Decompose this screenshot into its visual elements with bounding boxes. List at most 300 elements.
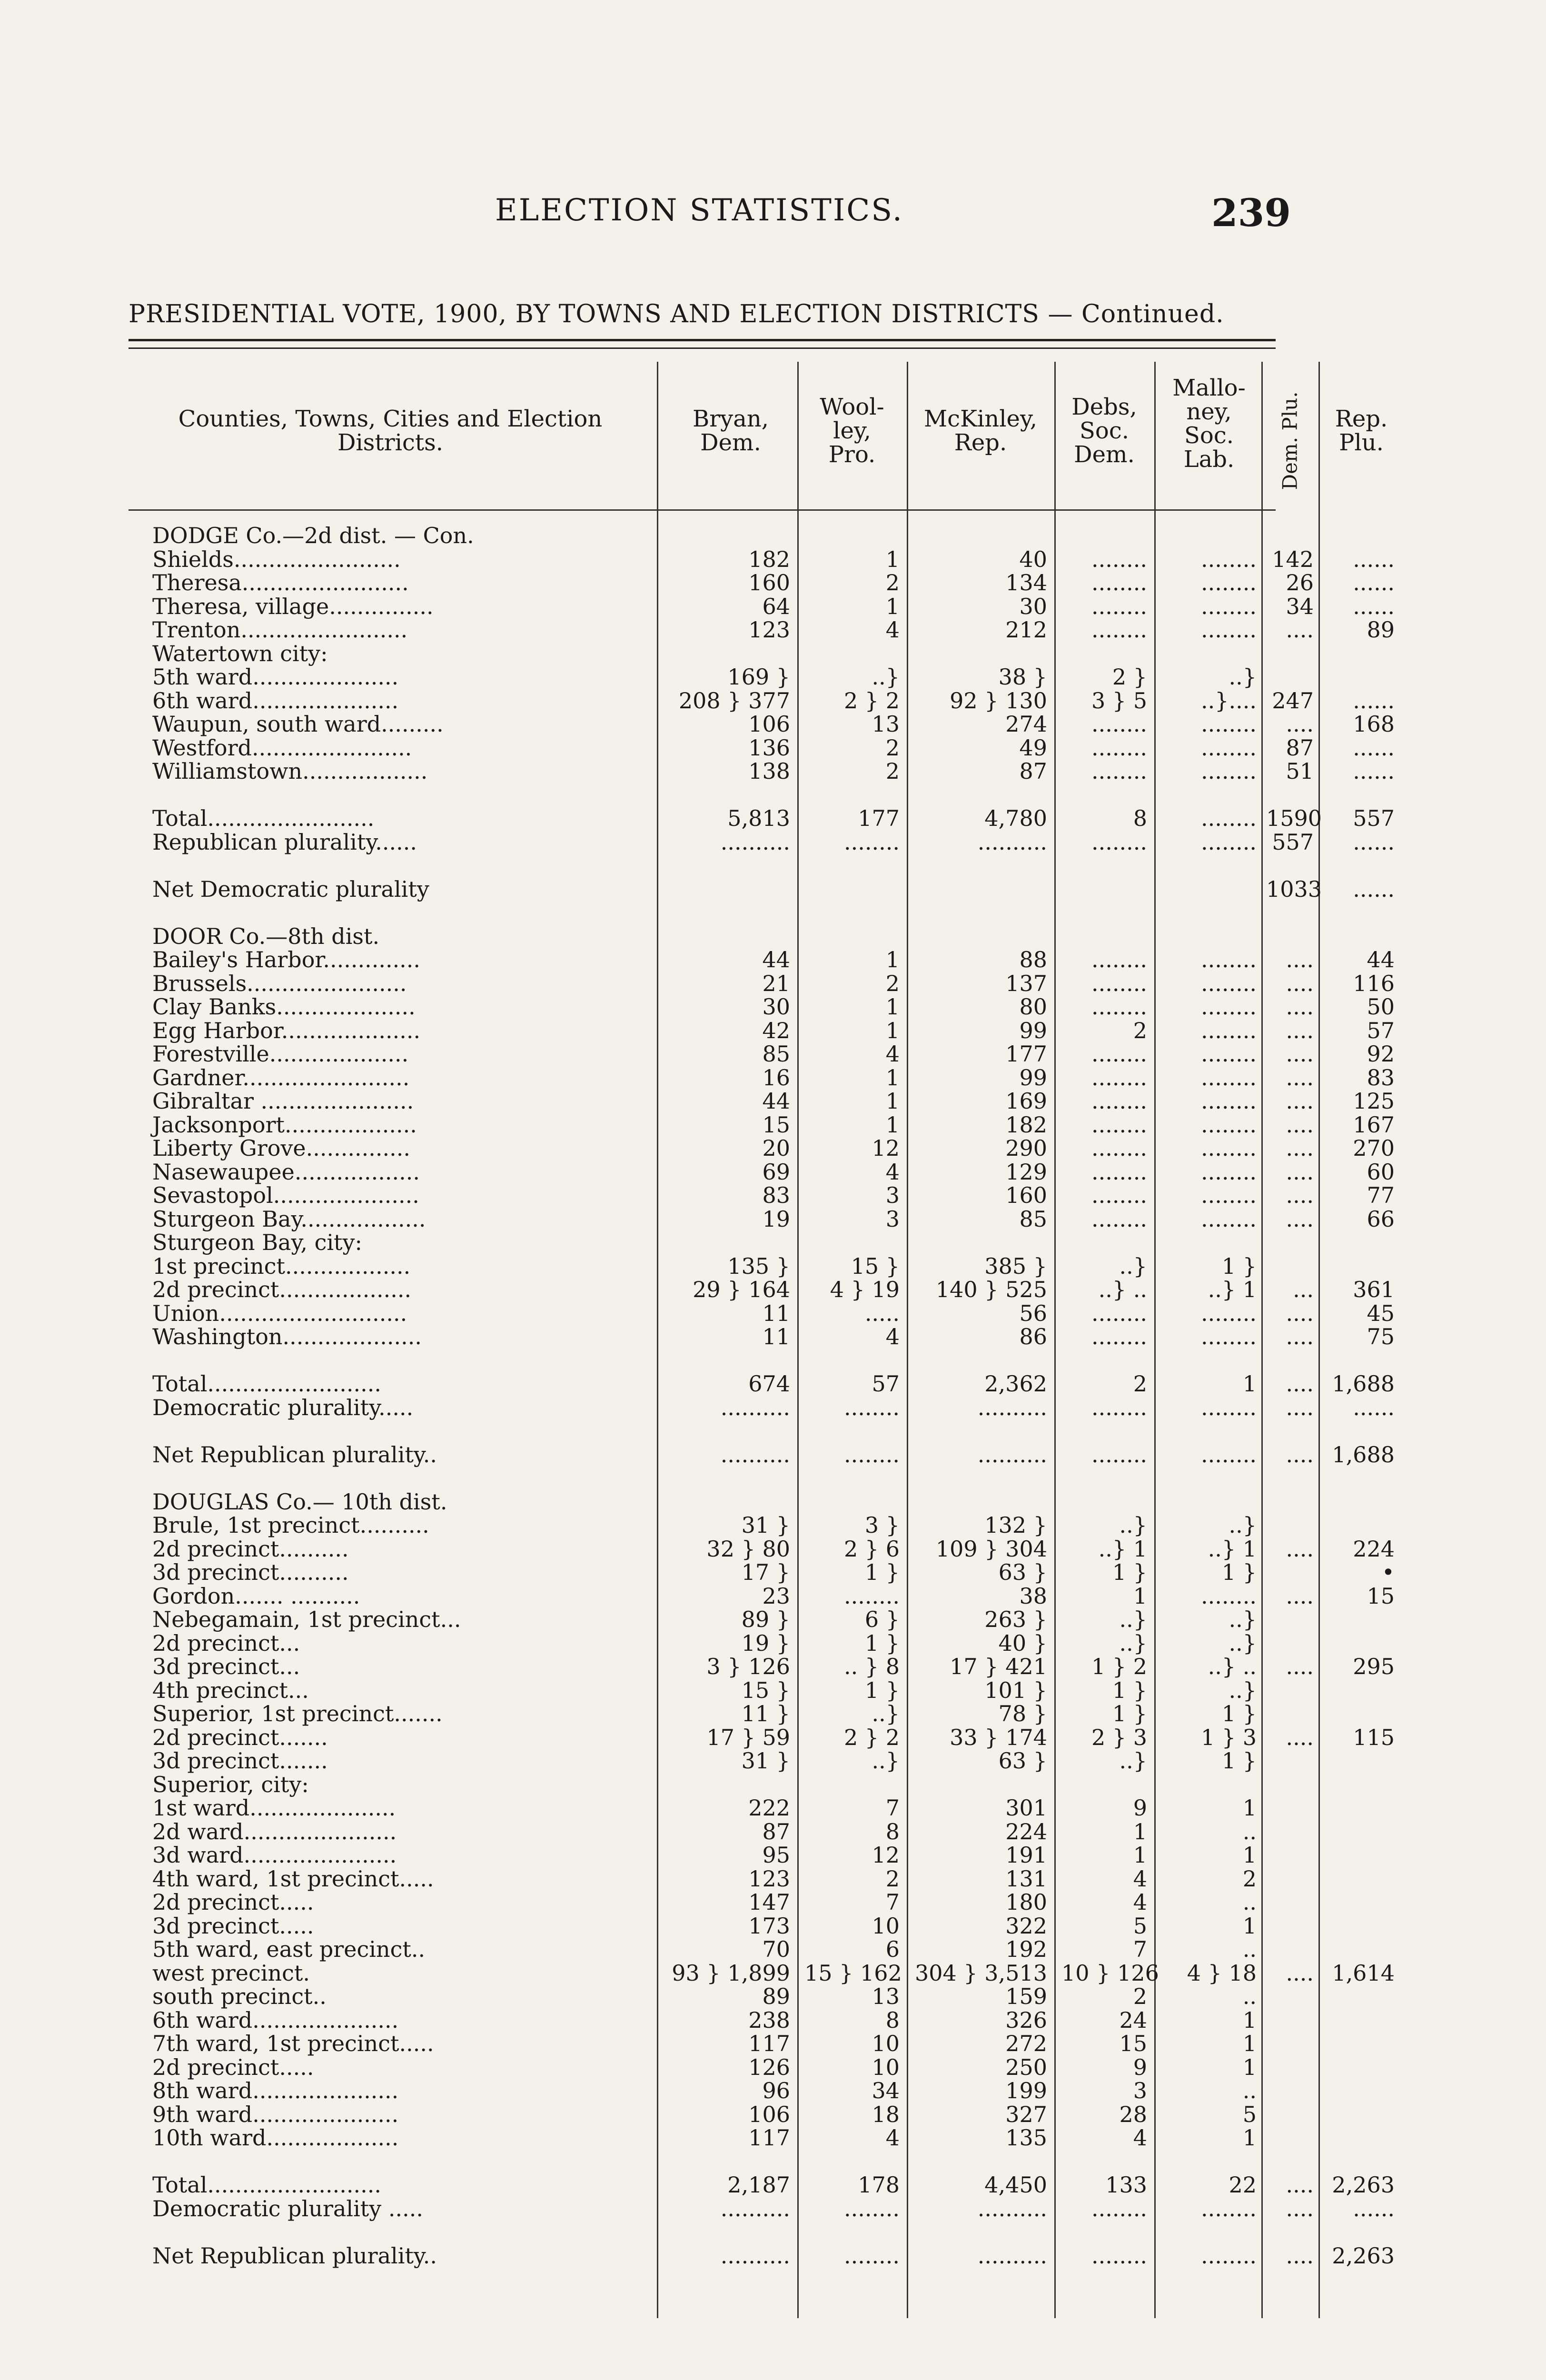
- cell-debs: ........: [1091, 617, 1147, 643]
- cell-rep: ......: [1353, 687, 1395, 714]
- cell-debs: ........: [1091, 1064, 1147, 1091]
- cell-mckinley: 274: [1005, 711, 1047, 737]
- cell-rep: ......: [1353, 593, 1395, 619]
- cell-debs: 2: [1133, 1983, 1147, 2009]
- cell-debs: 3: [1133, 2078, 1147, 2103]
- cell-malloney: ..} 1: [1208, 1536, 1257, 1562]
- cell-rep: 83: [1367, 1064, 1395, 1091]
- table-caption: PRESIDENTIAL VOTE, 1900, BY TOWNS AND ELECTION DISTRICTS — Continued.: [129, 300, 1224, 328]
- cell-malloney: 1 }: [1221, 1253, 1257, 1279]
- cell-name: Nebegamain, 1st precinct...: [152, 1606, 461, 1632]
- cell-woolley: 4: [885, 1041, 900, 1067]
- cell-bryan: 44: [762, 1088, 790, 1114]
- cell-name: 2d precinct.....: [152, 2054, 314, 2080]
- table-row: [129, 1796, 1276, 1820]
- table-row: [129, 687, 1395, 714]
- cell-mckinley: 385 }: [984, 1253, 1047, 1279]
- cell-malloney: ..}: [1229, 664, 1257, 690]
- table-row: [129, 2079, 1276, 2102]
- table-row: [129, 805, 1395, 831]
- cell-rep: 75: [1367, 1324, 1395, 1349]
- table-row: [129, 853, 1276, 877]
- table-row: [129, 1490, 1276, 1514]
- cell-name: Williamstown..................: [152, 758, 428, 784]
- header-mckinley: McKinley, Rep.: [924, 406, 1037, 456]
- cell-debs: ........: [1091, 1041, 1147, 1067]
- cell-woolley: 4: [885, 617, 900, 643]
- cell-woolley: ........: [844, 1441, 900, 1468]
- cell-woolley: ..}: [872, 1701, 900, 1726]
- table-row: [129, 994, 1395, 1020]
- cell-mckinley: 17 } 421: [950, 1654, 1047, 1679]
- cell-debs: ........: [1091, 1394, 1147, 1420]
- cell-mckinley: 40: [1019, 546, 1047, 572]
- cell-debs: 2 } 3: [1091, 1724, 1147, 1750]
- cell-rep: 557: [1353, 805, 1395, 831]
- cell-malloney: ........: [1201, 1064, 1257, 1091]
- cell-rep: 44: [1367, 947, 1395, 972]
- cell-debs: ..}: [1119, 1253, 1147, 1279]
- cell-name: Net Republican plurality..: [152, 2242, 437, 2269]
- cell-bryan: 15: [762, 1111, 790, 1138]
- cell-name: Total........................: [152, 805, 375, 831]
- cell-mckinley: 131: [1005, 1865, 1047, 1892]
- cell-woolley: 12: [872, 1135, 900, 1161]
- cell-mckinley: 87: [1019, 758, 1047, 784]
- cell-rep: 168: [1353, 711, 1395, 737]
- cell-mckinley: 38 }: [998, 664, 1047, 690]
- cell-debs: ........: [1091, 1324, 1147, 1349]
- cell-dem: 1033: [1266, 876, 1322, 902]
- cell-malloney: ..: [1242, 1936, 1257, 1962]
- table-row: [129, 1631, 1276, 1655]
- cell-rep: ......: [1353, 2195, 1395, 2221]
- header-malloney: Mallo- ney, Soc. Lab.: [1172, 375, 1246, 473]
- cell-name: Theresa, village...............: [152, 593, 434, 619]
- cell-bryan: 95: [762, 1842, 790, 1868]
- cell-name: Brussels.......................: [152, 970, 407, 996]
- cell-woolley: 4: [885, 1324, 900, 1349]
- table-row: [129, 1017, 1395, 1043]
- cell-bryan: 30: [762, 994, 790, 1020]
- cell-debs: 1 }: [1112, 1559, 1147, 1585]
- cell-malloney: ........: [1201, 758, 1257, 784]
- table-row: [129, 970, 1395, 996]
- cell-dem: 87: [1286, 734, 1314, 761]
- cell-rep: ......: [1353, 1394, 1395, 1420]
- cell-debs: 9: [1133, 1795, 1147, 1821]
- cell-malloney: 1: [1242, 1795, 1257, 1821]
- cell-name: Shields........................: [152, 546, 401, 572]
- cell-bryan: 126: [748, 2054, 790, 2080]
- cell-malloney: ........: [1201, 947, 1257, 972]
- cell-name: 3d precinct...: [152, 1654, 300, 1679]
- table-row: [129, 1773, 1276, 1796]
- cell-dem: ....: [1286, 1441, 1314, 1468]
- cell-bryan: 5,813: [727, 805, 790, 831]
- cell-bryan: 31 }: [741, 1512, 790, 1538]
- cell-bryan: 138: [748, 758, 790, 784]
- cell-bryan: ..........: [720, 2242, 790, 2269]
- cell-name: Republican plurality......: [152, 829, 417, 855]
- cell-mckinley: 160: [1005, 1182, 1047, 1208]
- cell-debs: ........: [1091, 994, 1147, 1020]
- cell-woolley: .....: [864, 1300, 900, 1326]
- cell-name: Liberty Grove...............: [152, 1135, 410, 1161]
- cell-woolley: 15 }: [851, 1253, 900, 1279]
- table-row: [129, 1466, 1276, 1490]
- cell-malloney: ........: [1201, 1324, 1257, 1349]
- table-row: [129, 1678, 1276, 1702]
- cell-malloney: 5: [1242, 2101, 1257, 2127]
- cell-bryan: 17 } 59: [706, 1724, 790, 1750]
- caption-rule: [129, 339, 1276, 341]
- cell-dem: ....: [1286, 1536, 1314, 1562]
- running-title: ELECTION STATISTICS.: [495, 193, 904, 228]
- table-row: [129, 1394, 1395, 1420]
- cell-bryan: 23: [762, 1583, 790, 1609]
- cell-bryan: 29 } 164: [693, 1277, 790, 1302]
- table-row: [129, 1843, 1276, 1867]
- cell-dem: ....: [1286, 1088, 1314, 1114]
- cell-mckinley: 327: [1005, 2101, 1047, 2127]
- cell-dem: ....: [1286, 1159, 1314, 1185]
- cell-mckinley: 304 } 3,513: [915, 1960, 1047, 1986]
- cell-woolley: ........: [844, 2242, 900, 2269]
- cell-debs: 4: [1133, 1889, 1147, 1915]
- table-row: [129, 2220, 1276, 2244]
- cell-dem: ....: [1286, 994, 1314, 1020]
- cell-malloney: ........: [1201, 1182, 1257, 1208]
- cell-mckinley: 63 }: [998, 1748, 1047, 1774]
- table-row: [129, 1654, 1395, 1679]
- table-row: [129, 665, 1276, 689]
- cell-bryan: ..........: [720, 829, 790, 855]
- cell-dem: ....: [1286, 1300, 1314, 1326]
- cell-rep: ......: [1353, 546, 1395, 572]
- cell-debs: ........: [1091, 1088, 1147, 1114]
- cell-mckinley: 159: [1005, 1983, 1047, 2009]
- cell-malloney: ........: [1201, 1583, 1257, 1609]
- caption-rule-2: [129, 347, 1276, 349]
- cell-bryan: 19 }: [741, 1630, 790, 1656]
- table-row: [129, 1583, 1395, 1609]
- cell-malloney: ........: [1201, 593, 1257, 619]
- cell-bryan: 20: [762, 1135, 790, 1161]
- table-row: [129, 1513, 1276, 1537]
- cell-mckinley: 85: [1019, 1206, 1047, 1232]
- cell-malloney: ..}: [1229, 1630, 1257, 1656]
- cell-bryan: 89 }: [741, 1606, 790, 1632]
- table-row: [129, 1230, 1276, 1254]
- cell-name: 2d precinct..........: [152, 1536, 349, 1562]
- table-row: [129, 1064, 1395, 1091]
- cell-dem: 247: [1272, 687, 1314, 714]
- cell-bryan: 11: [762, 1300, 790, 1326]
- cell-debs: 8: [1133, 805, 1147, 831]
- cell-name: Washington....................: [152, 1324, 422, 1349]
- cell-mckinley: 182: [1005, 1111, 1047, 1138]
- cell-dem: ....: [1286, 1017, 1314, 1043]
- cell-mckinley: 63 }: [998, 1559, 1047, 1585]
- cell-name: west precinct.: [152, 1960, 310, 1986]
- cell-mckinley: 322: [1005, 1913, 1047, 1939]
- cell-malloney: ........: [1201, 2242, 1257, 2269]
- table-row: [129, 1349, 1276, 1372]
- table-row: [129, 1419, 1276, 1443]
- cell-name: Trenton........................: [152, 617, 408, 643]
- table-row: [129, 1206, 1395, 1232]
- cell-dem: ....: [1286, 2195, 1314, 2221]
- table-row: [129, 1536, 1395, 1562]
- cell-mckinley: 212: [1005, 617, 1047, 643]
- cell-debs: 5: [1133, 1913, 1147, 1939]
- cell-rep: 92: [1367, 1041, 1395, 1067]
- table-row: [129, 1724, 1395, 1750]
- cell-debs: 1 }: [1112, 1677, 1147, 1703]
- cell-mckinley: 135: [1005, 2125, 1047, 2151]
- cell-mckinley: 129: [1005, 1159, 1047, 1185]
- cell-name: Sevastopol.....................: [152, 1182, 419, 1208]
- cell-mckinley: 192: [1005, 1936, 1047, 1962]
- cell-name: Nasewaupee..................: [152, 1159, 420, 1185]
- cell-dem: ....: [1286, 1654, 1314, 1679]
- cell-dem: ....: [1286, 1960, 1314, 1986]
- cell-woolley: 8: [885, 2007, 900, 2033]
- cell-name: 1st ward.....................: [152, 1795, 396, 1821]
- cell-name: 3d precinct.....: [152, 1913, 314, 1939]
- cell-mckinley: 140 } 525: [935, 1277, 1047, 1302]
- cell-malloney: ..} 1: [1208, 1277, 1257, 1302]
- cell-woolley: 8: [885, 1818, 900, 1844]
- cell-mckinley: 56: [1019, 1300, 1047, 1326]
- cell-name: 2d precinct.....: [152, 1889, 314, 1915]
- cell-woolley: 10: [872, 1913, 900, 1939]
- table-row: [129, 1937, 1276, 1961]
- cell-mckinley: 191: [1005, 1842, 1047, 1868]
- cell-dem: ...: [1293, 1277, 1314, 1302]
- table-row: [129, 2195, 1395, 2221]
- cell-bryan: 160: [748, 570, 790, 595]
- cell-mckinley: 4,780: [984, 805, 1047, 831]
- cell-woolley: 6 }: [864, 1606, 900, 1632]
- cell-bryan: 69: [762, 1159, 790, 1185]
- table-row: [129, 2102, 1276, 2126]
- cell-malloney: ........: [1201, 1300, 1257, 1326]
- cell-debs: ..}: [1119, 1630, 1147, 1656]
- cell-debs: ..}: [1119, 1748, 1147, 1774]
- table-row: [129, 2242, 1395, 2269]
- cell-bryan: 238: [748, 2007, 790, 2033]
- cell-woolley: ........: [844, 1583, 900, 1609]
- cell-rep: 45: [1367, 1300, 1395, 1326]
- cell-rep: 125: [1353, 1088, 1395, 1114]
- cell-debs: 3 } 5: [1091, 687, 1147, 714]
- cell-woolley: 4 } 19: [830, 1277, 900, 1302]
- cell-name: Net Republican plurality..: [152, 1441, 437, 1468]
- cell-malloney: 1 } 3: [1200, 1724, 1257, 1750]
- cell-debs: 10 } 126: [1061, 1960, 1159, 1986]
- cell-name: Gibraltar ......................: [152, 1088, 414, 1114]
- table-row: [129, 829, 1395, 855]
- cell-malloney: ..: [1242, 2078, 1257, 2103]
- cell-woolley: 1: [885, 1088, 900, 1114]
- cell-name: 7th ward, 1st precinct.....: [152, 2031, 434, 2056]
- cell-name: Superior, city:: [152, 1771, 309, 1797]
- table-row: [129, 1749, 1276, 1773]
- table-row: [129, 1702, 1276, 1726]
- cell-woolley: 1: [885, 593, 900, 619]
- cell-bryan: 93 } 1,899: [672, 1960, 790, 1986]
- table-row: [129, 783, 1276, 807]
- cell-debs: 1 } 2: [1091, 1654, 1147, 1679]
- cell-malloney: ........: [1201, 546, 1257, 572]
- cell-rep: ......: [1353, 570, 1395, 595]
- table-row: [129, 2008, 1276, 2032]
- cell-debs: ........: [1091, 1135, 1147, 1161]
- cell-rep: 295: [1353, 1654, 1395, 1679]
- cell-debs: ........: [1091, 711, 1147, 737]
- cell-woolley: 10: [872, 2054, 900, 2080]
- cell-name: Gordon....... ..........: [152, 1583, 360, 1609]
- cell-woolley: 2: [885, 1865, 900, 1892]
- cell-name: 4th precinct...: [152, 1677, 309, 1703]
- cell-malloney: ........: [1201, 1159, 1257, 1185]
- cell-name: Sturgeon Bay, city:: [152, 1230, 363, 1255]
- cell-rep: ......: [1353, 758, 1395, 784]
- cell-malloney: ........: [1201, 1088, 1257, 1114]
- cell-mckinley: 86: [1019, 1324, 1047, 1349]
- cell-bryan: 70: [762, 1936, 790, 1962]
- cell-debs: 2: [1133, 1017, 1147, 1043]
- cell-mckinley: ..........: [977, 1394, 1047, 1420]
- cell-mckinley: 40 }: [998, 1630, 1047, 1656]
- cell-name: Westford.......................: [152, 734, 412, 761]
- cell-malloney: ..}: [1229, 1512, 1257, 1538]
- cell-malloney: ........: [1201, 711, 1257, 737]
- cell-bryan: 89: [762, 1983, 790, 2009]
- cell-woolley: 6: [885, 1936, 900, 1962]
- cell-mckinley: 2,362: [984, 1371, 1047, 1397]
- cell-debs: 4: [1133, 2125, 1147, 2151]
- cell-malloney: 2: [1242, 1865, 1257, 1892]
- cell-dem: ....: [1286, 1206, 1314, 1232]
- table-row: [129, 1371, 1395, 1397]
- cell-malloney: ..}....: [1201, 687, 1257, 714]
- cell-dem: ....: [1286, 1583, 1314, 1609]
- cell-name: Watertown city:: [152, 640, 328, 666]
- cell-bryan: 16: [762, 1064, 790, 1091]
- cell-malloney: 1: [1242, 2125, 1257, 2151]
- cell-bryan: 42: [762, 1017, 790, 1043]
- cell-woolley: 57: [872, 1371, 900, 1397]
- table-row: [129, 1820, 1276, 1844]
- cell-woolley: 4: [885, 2125, 900, 2151]
- cell-debs: ........: [1091, 2195, 1147, 2221]
- cell-debs: ........: [1091, 2242, 1147, 2269]
- cell-woolley: 2: [885, 970, 900, 996]
- table-row: [129, 876, 1395, 902]
- cell-name: 3d precinct.......: [152, 1748, 328, 1774]
- cell-name: Gardner........................: [152, 1064, 410, 1091]
- cell-woolley: .. } 8: [843, 1654, 900, 1679]
- cell-woolley: 3: [885, 1206, 900, 1232]
- cell-woolley: 2: [885, 734, 900, 761]
- cell-debs: ........: [1091, 1300, 1147, 1326]
- cell-malloney: ........: [1201, 1394, 1257, 1420]
- cell-bryan: 3 } 126: [706, 1654, 790, 1679]
- cell-mckinley: 326: [1005, 2007, 1047, 2033]
- cell-malloney: ........: [1201, 2195, 1257, 2221]
- cell-bryan: 17 }: [741, 1559, 790, 1585]
- cell-woolley: ........: [844, 829, 900, 855]
- cell-name: DOUGLAS Co.— 10th dist.: [152, 1488, 447, 1515]
- cell-name: 4th ward, 1st precinct.....: [152, 1865, 434, 1892]
- cell-bryan: 674: [748, 1371, 790, 1397]
- table-row: [129, 546, 1395, 572]
- table-row: [129, 1300, 1395, 1326]
- cell-malloney: ........: [1201, 829, 1257, 855]
- table-row: [129, 1960, 1395, 1986]
- cell-name: Egg Harbor....................: [152, 1017, 421, 1043]
- cell-name: 2d precinct.......: [152, 1724, 328, 1750]
- cell-malloney: 1: [1242, 2054, 1257, 2080]
- cell-debs: 2 }: [1112, 664, 1147, 690]
- cell-woolley: 34: [872, 2078, 900, 2103]
- cell-mckinley: ..........: [977, 2242, 1047, 2269]
- cell-malloney: 1 }: [1221, 1559, 1257, 1585]
- cell-mckinley: 38: [1019, 1583, 1047, 1609]
- cell-rep: 361: [1353, 1277, 1395, 1302]
- cell-woolley: 2 } 2: [843, 687, 900, 714]
- cell-name: Sturgeon Bay..................: [152, 1206, 426, 1232]
- cell-malloney: ..: [1242, 1818, 1257, 1844]
- table-row: [129, 2126, 1276, 2150]
- cell-rep: 57: [1367, 1017, 1395, 1043]
- cell-mckinley: 101 }: [984, 1677, 1047, 1703]
- cell-name: Net Democratic plurality: [152, 876, 429, 902]
- cell-bryan: 222: [748, 1795, 790, 1821]
- cell-woolley: 1: [885, 546, 900, 572]
- cell-mckinley: 78 }: [998, 1701, 1047, 1726]
- cell-woolley: 2 } 6: [843, 1536, 900, 1562]
- cell-woolley: 13: [872, 711, 900, 737]
- cell-woolley: 18: [872, 2101, 900, 2127]
- cell-rep: 2,263: [1332, 2242, 1395, 2269]
- cell-debs: ..} ..: [1098, 1277, 1147, 1302]
- cell-name: DOOR Co.—8th dist.: [152, 923, 380, 949]
- cell-bryan: 19: [762, 1206, 790, 1232]
- cell-woolley: 2 } 2: [843, 1724, 900, 1750]
- table-row: [129, 1277, 1395, 1302]
- cell-bryan: 106: [748, 711, 790, 737]
- cell-name: Democratic plurality .....: [152, 2195, 424, 2221]
- table-row: [129, 1559, 1395, 1585]
- cell-rep: ......: [1353, 734, 1395, 761]
- cell-bryan: 15 }: [741, 1677, 790, 1703]
- table-row: [129, 593, 1395, 619]
- table-row: [129, 1324, 1395, 1349]
- cell-malloney: ........: [1201, 1111, 1257, 1138]
- cell-woolley: 2: [885, 758, 900, 784]
- table-row: [129, 1441, 1395, 1468]
- cell-bryan: 11 }: [741, 1701, 790, 1726]
- cell-name: 5th ward, east precinct..: [152, 1936, 426, 1962]
- cell-malloney: 1: [1242, 2031, 1257, 2056]
- cell-malloney: 1: [1242, 1371, 1257, 1397]
- cell-woolley: 1: [885, 994, 900, 1020]
- cell-name: 2d precinct...: [152, 1630, 300, 1656]
